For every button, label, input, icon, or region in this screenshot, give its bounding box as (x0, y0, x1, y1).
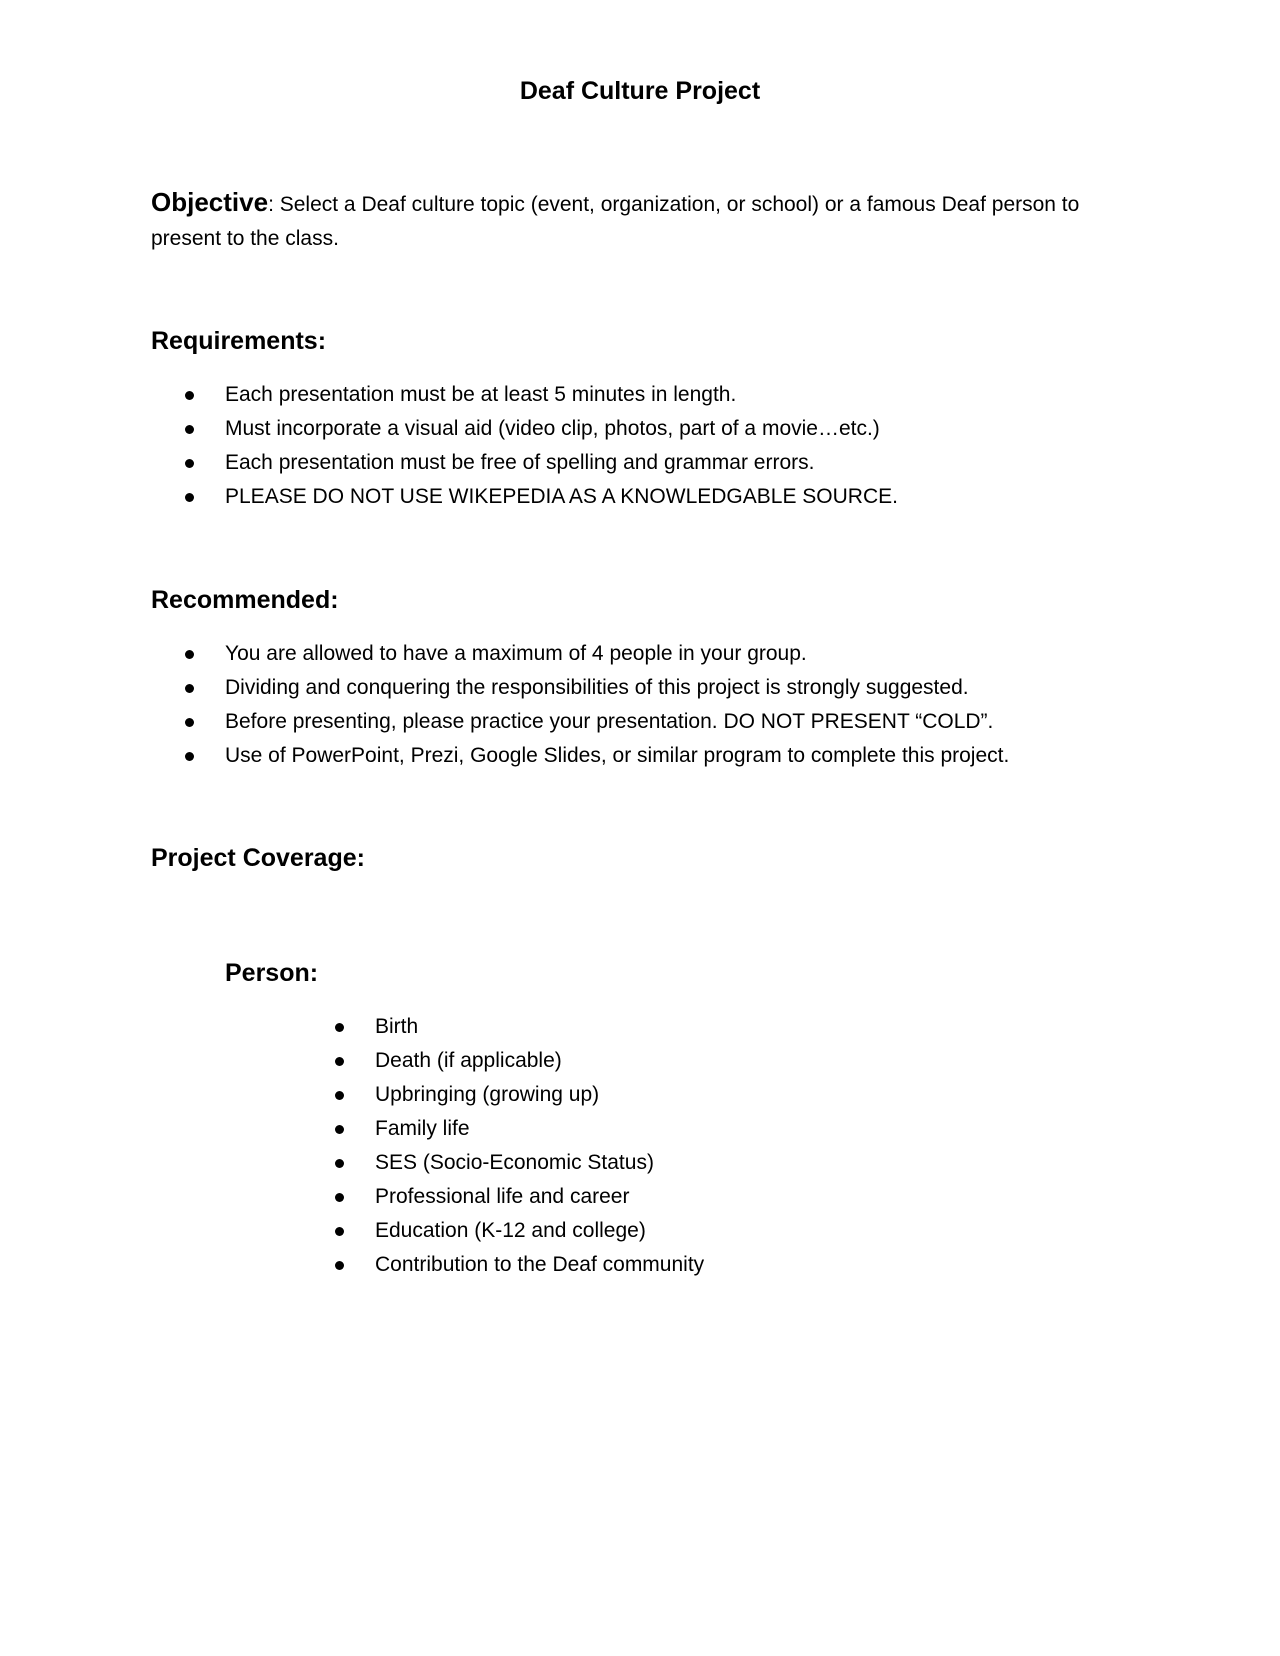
list-item-text: Before presenting, please practice your presentation. DO NOT PRESENT “COLD”. (225, 710, 994, 733)
bullet-icon (185, 650, 194, 659)
bullet-icon (185, 459, 194, 468)
list-item-text: Upbringing (growing up) (375, 1083, 600, 1106)
bullet-icon (185, 391, 194, 400)
list-item (301, 1078, 704, 1112)
list-item (301, 1010, 704, 1044)
project-coverage-heading: Project Coverage: (151, 844, 365, 872)
list-item-text: Professional life and career (375, 1185, 630, 1208)
list-item-text: You are allowed to have a maximum of 4 people in your group. (225, 642, 807, 665)
list-item-text: SES (Socio-Economic Status) (375, 1151, 654, 1174)
objective-text: : Select a Deaf culture topic (event, organization, or school) or a famous Deaf person to present to the class. (151, 193, 1080, 250)
bullet-icon (335, 1261, 344, 1270)
bullet-icon (335, 1057, 344, 1066)
recommended-list (151, 637, 1009, 773)
list-item-text: Death (if applicable) (375, 1049, 562, 1072)
list-item (301, 1146, 704, 1180)
bullet-icon (185, 718, 194, 727)
objective-label: Objective (151, 187, 269, 217)
list-item (151, 705, 1009, 739)
bullet-icon (185, 425, 194, 434)
list-item-text: Must incorporate a visual aid (video clip, photos, part of a movie…etc.) (225, 417, 880, 440)
list-item (301, 1248, 704, 1282)
list-item (151, 378, 898, 412)
person-heading: Person: (225, 959, 319, 987)
list-item (301, 1112, 704, 1146)
list-item-text: Use of PowerPoint, Prezi, Google Slides, or similar program to complete this project. (225, 744, 1010, 767)
bullet-icon (185, 684, 194, 693)
bullet-icon (185, 493, 194, 502)
list-item-text: Each presentation must be free of spelling and grammar errors. (225, 451, 815, 474)
list-item-text: Family life (375, 1117, 470, 1140)
list-item-text: Contribution to the Deaf community (375, 1253, 705, 1276)
list-item-text: Education (K-12 and college) (375, 1219, 646, 1242)
list-item (151, 412, 898, 446)
list-item (151, 637, 1009, 671)
bullet-icon (335, 1125, 344, 1134)
list-item (151, 480, 898, 514)
list-item-text: Birth (375, 1015, 419, 1038)
bullet-icon (185, 752, 194, 761)
recommended-heading: Recommended: (151, 586, 339, 614)
bullet-icon (335, 1091, 344, 1100)
list-item (301, 1044, 704, 1078)
list-item (301, 1214, 704, 1248)
list-item-text: PLEASE DO NOT USE WIKEPEDIA AS A KNOWLEDGABLE SOURCE. (225, 485, 898, 508)
requirements-list (151, 378, 898, 514)
objective-paragraph (151, 185, 1101, 256)
list-item (151, 739, 1009, 773)
list-item-text: Each presentation must be at least 5 minutes in length. (225, 383, 737, 406)
bullet-icon (335, 1159, 344, 1168)
bullet-icon (335, 1227, 344, 1236)
list-item (151, 446, 898, 480)
person-list (301, 1010, 704, 1282)
bullet-icon (335, 1023, 344, 1032)
list-item (151, 671, 1009, 705)
page-title: Deaf Culture Project (519, 77, 761, 105)
list-item (301, 1180, 704, 1214)
list-item-text: Dividing and conquering the responsibilities of this project is strongly suggested. (225, 676, 969, 699)
bullet-icon (335, 1193, 344, 1202)
requirements-heading: Requirements: (151, 327, 327, 355)
